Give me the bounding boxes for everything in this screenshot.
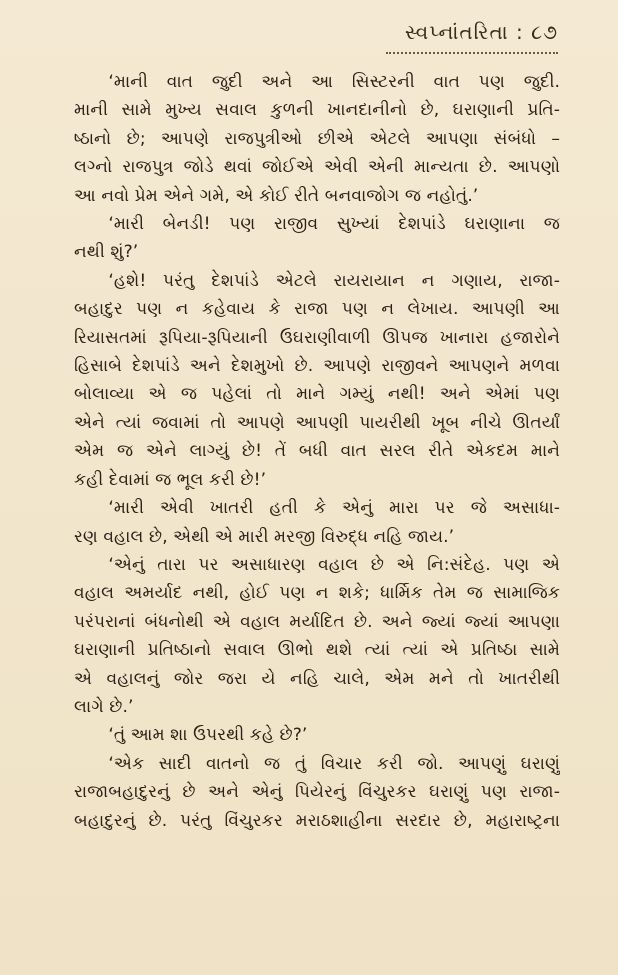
text-line: ‘મારી એવી ખાતરી હતી કે એનું મારા પર જે અસાધા- [108,498,560,519]
running-header: સ્વપ્નાંતરિતા : ૮૭ [404,20,558,44]
text-line: કહી દેવામાં જ ભૂલ કરી છે!’ [74,469,267,490]
text-line: વહાલ અમર્યાદ નથી, હોઈ પણ ન શકે; ધાર્મિક તેમ જ સામાજિક [74,583,560,604]
paragraph [74,210,560,267]
text-line: રાજાબહાદુરનું છે અને એનું પિયેરનું વિંચુરકર ઘરાણું પણ રાજા- [74,782,560,803]
text-line: ઘરાણાની પ્રતિષ્ઠાનો સવાલ ઊભો થશે ત્યાં ત્યાં એ પ્રતિષ્ઠા સામે [74,640,560,661]
text-line: માની સામે મુખ્ય સવાલ કુળની ખાનદાનીનો છે, ઘરાણાની પ્રતિ- [74,100,560,121]
text-line: એ વહાલનું જોર જરા યે નહિ ચાલે, એમ મને તો ખાતરીથી [74,668,560,689]
text-line: ‘એનું તારા પર અસાધારણ વહાલ છે એ નિ:સંદેહ. પણ એ [108,554,560,575]
header-dotted-rule [386,52,558,54]
paragraph [74,494,560,551]
paragraph [74,267,560,494]
paragraph [74,750,560,835]
text-line: લાગે છે.’ [74,696,134,717]
text-line: નથી શું?’ [74,242,139,263]
text-line: એમ જ એને લાગ્યું છે! તેં બધી વાત સરલ રીતે એકદમ માને [74,441,560,462]
text-line: ‘માની વાત જુદી અને આ સિસ્ટરની વાત પણ જુદી. [108,72,560,92]
page-body [74,68,560,835]
text-line: બહાદુરનું છે. પરંતુ વિંચુરકર મરાઠશાહીના સરદાર છે, મહારાષ્ટ્રના [74,810,560,831]
text-line: ષ્ઠાનો છે; આપણે રાજપુત્રીઓ છીએ એટલે આપણા સંબંધો – [74,128,560,149]
text-line: આ નવો પ્રેમ એને ગમે, એ કોઈ રીતે બનવાજોગ જ નહોતું.’ [74,185,479,206]
text-line: ‘મારી બેનડી! પણ રાજીવ સુખ્યાં દેશપાંડે ઘરાણાના જ [108,214,560,235]
text-line: પરંપરાનાં બંધનોથી એ વહાલ મર્યાદિત છે. અને જ્યાં જ્યાં આપણા [74,611,560,632]
text-line: ‘હશે! પરંતુ દેશપાંડે એટલે રાયરાયાન ન ગણાય, રાજા- [108,270,560,291]
text-line: રણ વહાલ છે, એથી એ મારી મરજી વિરુદ્ધ નહિ જાય.’ [74,526,455,547]
text-line: ‘તું આમ શા ઉપરથી કહે છે?’ [108,725,308,746]
paragraph [74,721,560,749]
text-line: હિસાબે દેશપાંડે અને દેશમુખો છે. આપણે રાજીવને આપણને મળવા [74,356,560,377]
text-line: ‘એક સાદી વાતનો જ તું વિચાર કરી જો. આપણું ઘરાણું [108,753,560,774]
paragraph [74,68,560,210]
paragraph [74,551,560,721]
text-line: એને ત્યાં જવામાં તો આપણે આપણી પાયરીથી ખૂબ નીચે ઊતર્યાં [74,412,560,433]
text-line: રિયાસતમાં રૂપિયા-રૂપિયાની ઉઘરાણીવાળી ઊપજ ખાનારા હજારોને [74,327,560,348]
text-line: બહાદુર પણ ન કહેવાય કે રાજા પણ ન લેખાય. આપણી આ [74,299,560,320]
text-line: લગ્નો રાજપુત્ર જોડે થવાં જોઈએ એવી એની માન્યતા છે. આપણો [74,157,560,178]
text-line: બોલાવ્યા એ જ પહેલાં તો માને ગમ્યું નથી! અને એમાં પણ [74,384,560,405]
